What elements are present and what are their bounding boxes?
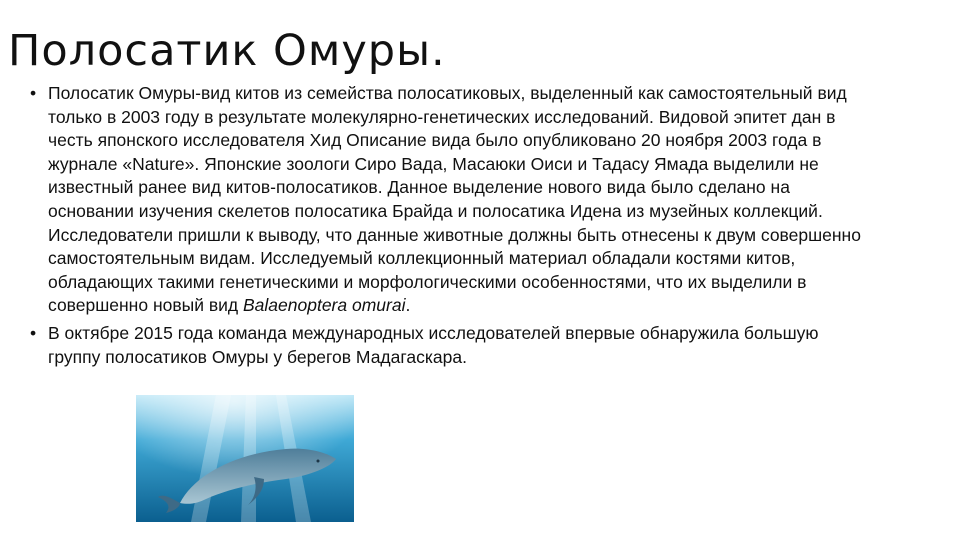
bullet-item-1 — [30, 82, 870, 318]
bullet-1-text: Полосатик Омуры-вид китов из семейства полосатиковых, выделенный как самостоятельный вид только в 2003 году в результате молекулярно-генетических исследований. Видовой эпитет дан в честь японского исследователя Хид Описание вида было опубликовано 20 ноября 2003 года в журнале «Nature». Японские зоологи Сиро Вада, Масаюки Оиси и Тадасу Ямада выделили не известный ранее вид китов-полосатиков. Данное выделение нового вида было сделано на основании изучения скелетов полосатика Брайда и полосатика Идена из музейных коллекций. Исследователи пришли к выводу, что данные животные должны быть отнесены к двум совершенно самостоятельным видам. Исследуемый коллекционный материал обладали костями китов, обладающих такими генетическими и морфологическими особенностями, что их выделили в совершенно новый вид — [48, 83, 861, 316]
bullet-item-2 — [30, 322, 870, 369]
bullet-marker: • — [30, 83, 37, 103]
slide-title: Полосатик Омуры. — [8, 26, 446, 76]
whale-underwater-photo-icon — [136, 395, 354, 522]
bullet-list — [30, 82, 870, 373]
bullet-marker: • — [30, 322, 37, 343]
bullet-1-end: . — [405, 295, 411, 316]
whale-photo — [136, 395, 354, 522]
bullet-2-text: В октябре 2015 года команда международных исследователей впервые обнаружила большую группу полосатиков Омуры у берегов Мадагаскара. — [48, 322, 819, 367]
species-latin-name: Balaenoptera omurai — [243, 295, 406, 316]
